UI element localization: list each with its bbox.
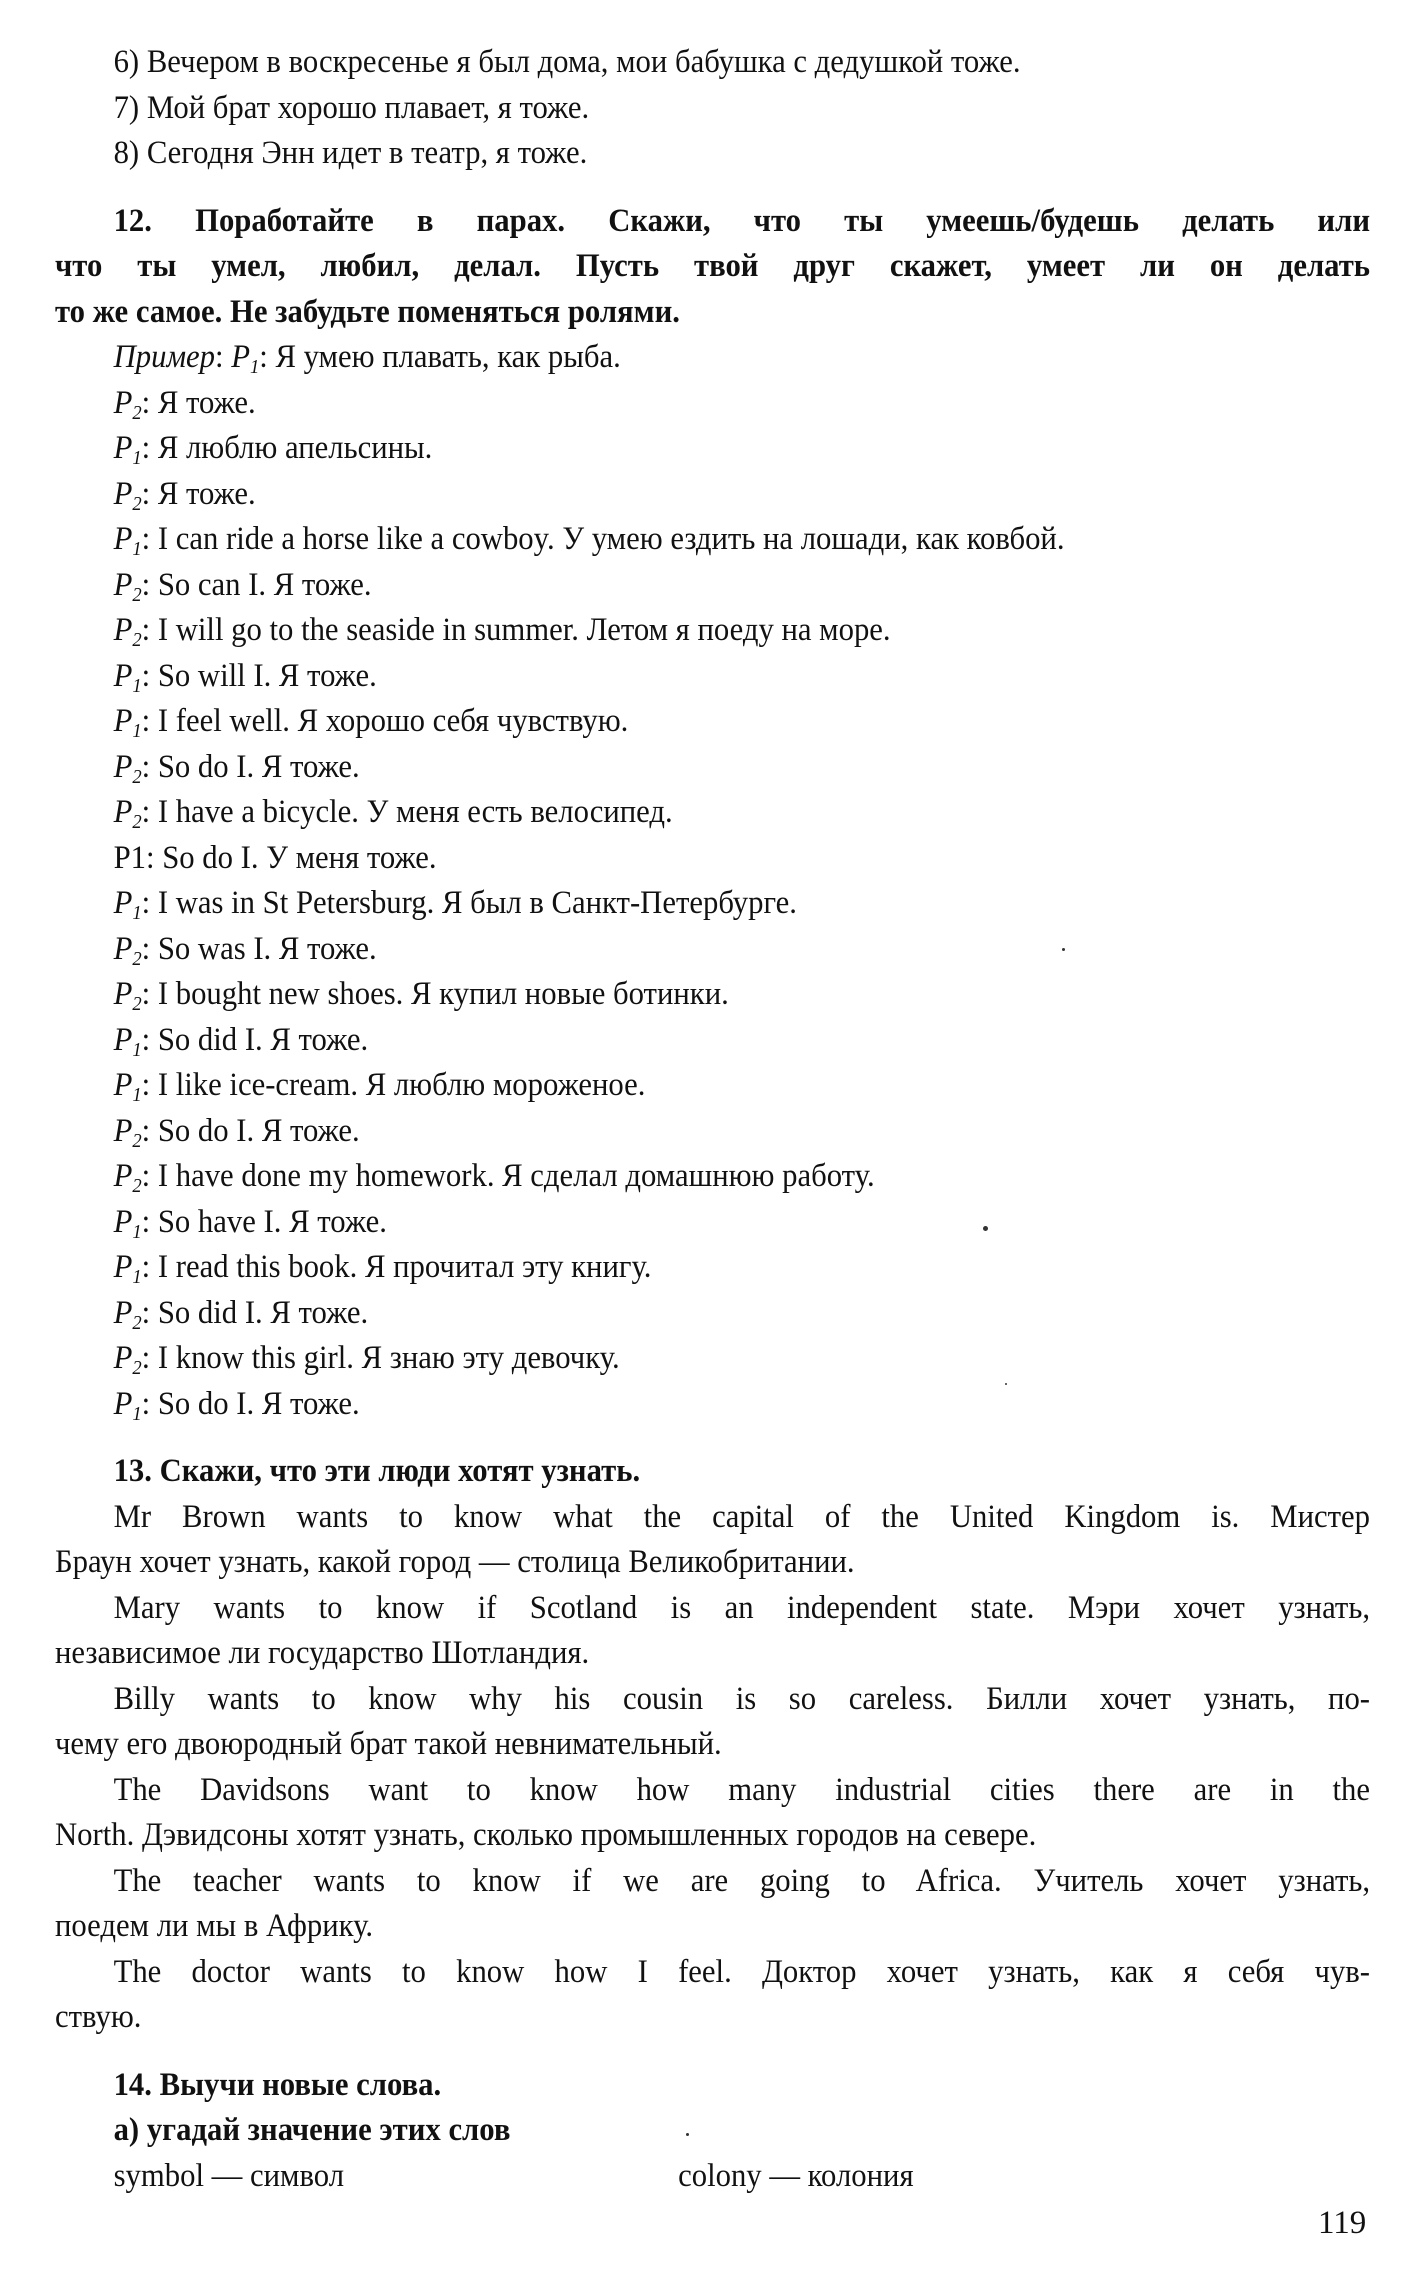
dialogue-line [55, 881, 1370, 927]
speaker-label: $P_2$ [113, 930, 142, 970]
dialogue-text: : So do I. Я тоже. [141, 748, 360, 785]
speaker-label: $P_2$ [113, 794, 142, 833]
dialogue-text: : So do I. Я тоже. [141, 1385, 360, 1422]
speaker-label: $P_1$ [113, 521, 142, 560]
dialogue-text: : I can ride a horse like a cowboy. У умею ездить на лошади, как ковбой. [141, 521, 1065, 557]
dialogue-line [55, 790, 1370, 836]
speaker-label: $P_1$ [113, 430, 142, 469]
dialogue-text: : So can I. Я тоже. [141, 566, 372, 603]
dialogue-line [55, 699, 1370, 745]
speaker-label: $P_1$ [113, 703, 142, 742]
scan-speck [686, 2133, 689, 2136]
dialogue-line [55, 745, 1370, 791]
item-6: 6) Вечером в воскресенье я был дома, мои бабушка с дедушкой тоже. [113, 44, 1021, 80]
dialogue-line [55, 1200, 1370, 1246]
dialogue-line [55, 472, 1370, 518]
dialogue-text: : I bought new shoes. Я купил новые ботинки. [141, 976, 729, 1012]
exercise-12-heading-line-1: 12. Поработайте в парах. Скажи, что ты умеешь/будешь делать или [113, 202, 1371, 239]
speaker-label: $P_2$ [113, 384, 142, 424]
dialogue-line [55, 927, 1370, 973]
dialogue-text: : So was I. Я тоже. [141, 930, 377, 967]
dialogue-line [55, 1063, 1370, 1109]
dialogue-text: : I like ice-cream. Я люблю мороженое. [141, 1067, 646, 1103]
dialogue-line: Пример: $P_1$: Я умею плавать, как рыба. [113, 339, 621, 378]
paragraph: Mary wants to know if Scotland is an independent state. Мэри хочет узнать, независимое ли государство Шотландия. [55, 1589, 1371, 1671]
dialogue-text: : I know this girl. Я знаю эту девочку. [141, 1340, 620, 1376]
dialogue-text: : I read this book. Я прочитал эту книгу. [141, 1249, 652, 1285]
dialogue-text: : So have I. Я тоже. [141, 1203, 387, 1240]
speaker-label: $P_1$ [113, 1203, 142, 1243]
dialogue-text: : Я тоже. [141, 475, 256, 512]
example-label: Пример [113, 339, 216, 375]
dialogue-text: : So do I. Я тоже. [141, 1112, 360, 1149]
dialogue-text: : I have done my homework. Я сделал домашнюю работу. [141, 1158, 875, 1194]
dialogue-line [55, 1109, 1370, 1155]
speaker-label: $P_2$ [113, 1158, 142, 1197]
dialogue-text: : Я люблю апельсины. [141, 430, 433, 466]
dialogue-text: : I have a bicycle. У меня есть велосипед. [141, 794, 673, 830]
page-number: 119 [1318, 2205, 1367, 2241]
dialogue-text: : So do I. У меня тоже. [146, 839, 437, 876]
vocab-item-symbol: symbol — символ [113, 2157, 345, 2194]
exercise-13-paragraphs [55, 1495, 1370, 2041]
paragraph: The Davidsons want to know how many industrial cities there are in the North. Дэвидсоны хотят узнать, сколько промышленных городов на севере. [55, 1771, 1371, 1853]
vocab-row [55, 2154, 1370, 2200]
dialogue-line [55, 517, 1370, 563]
dialogue-line [55, 972, 1370, 1018]
dialogue-text: : Я тоже. [141, 384, 256, 421]
vocab-item-colony: colony — колония [678, 2157, 914, 2194]
dialogue-line [55, 654, 1370, 700]
speaker-label: $P_1$ [113, 1385, 142, 1425]
speaker-label: $P_1$ [113, 657, 142, 697]
textbook-page [55, 40, 1370, 2199]
speaker-label: $P_2$ [113, 612, 142, 651]
item-7: 7) Мой брат хорошо плавает, я тоже. [113, 89, 590, 126]
scan-speck [1062, 948, 1065, 951]
exercise-13 [55, 1449, 1370, 2041]
dialogue-line [55, 1336, 1370, 1382]
speaker-label: $P_2$ [113, 748, 142, 788]
exercise-14 [55, 2063, 1370, 2200]
item-8: 8) Сегодня Энн идет в театр, я тоже. [113, 135, 588, 171]
speaker-label: $P_1$ [231, 339, 260, 378]
dialogue-line [55, 1245, 1370, 1291]
scan-speck [983, 1226, 988, 1231]
dialogue-line [55, 836, 1370, 882]
dialogue-line [55, 608, 1370, 654]
speaker-label: $P_2$ [113, 1294, 142, 1334]
paragraph: The teacher wants to know if we are going to Africa. Учитель хочет узнать, поедем ли мы в Африку. [55, 1862, 1371, 1944]
speaker-label: $P_2$ [113, 1112, 142, 1152]
speaker-label: $P_1$ [113, 1249, 142, 1288]
speaker-label: $P_2$ [113, 475, 142, 515]
dialogue-line [55, 563, 1370, 609]
paragraph: The doctor wants to know how I feel. Доктор хочет узнать, как я себя чув- ствую. [55, 1953, 1371, 2035]
dialogue-text: : I was in St Petersburg. Я был в Санкт-Петербурге. [141, 885, 797, 921]
exercise-14-heading: 14. Выучи новые слова. [113, 2066, 442, 2103]
dialogue-text: : So will I. Я тоже. [141, 657, 377, 694]
speaker-label: $P_2$ [113, 566, 142, 606]
speaker-label: $P_1$ [113, 1067, 142, 1106]
previous-exercise-items [55, 40, 1370, 177]
speaker-label: P1 [113, 839, 147, 876]
speaker-label: $P_2$ [113, 976, 142, 1015]
scan-speck [1005, 1383, 1007, 1385]
exercise-12 [55, 199, 1370, 1428]
exercise-14-subheading: а) угадай значение этих слов [113, 2112, 511, 2148]
dialogue-text: : I will go to the seaside in summer. Летом я поеду на море. [141, 612, 891, 648]
dialogue-line [55, 1154, 1370, 1200]
paragraph: Mr Brown wants to know what the capital of the United Kingdom is. Мистер Браун хочет узнать, какой город — столица Великобритании. [55, 1498, 1371, 1580]
dialogue-text: : Я умею плавать, как рыба. [259, 339, 621, 375]
dialogue-text: : I feel well. Я хорошо себя чувствую. [141, 703, 629, 739]
speaker-label: $P_1$ [113, 1021, 142, 1061]
dialogue-line [55, 1291, 1370, 1337]
exercise-12-heading-line-3: то же самое. Не забудьте поменяться ролями. [55, 293, 680, 330]
exercise-12-heading-line-2: что ты умел, любил, делал. Пусть твой друг скажет, умеет ли он делать [55, 248, 1371, 284]
speaker-label: $P_2$ [113, 1340, 142, 1379]
paragraph: Billy wants to know why his cousin is so careless. Билли хочет узнать, по- чему его двоюродный брат такой невнимательный. [55, 1680, 1371, 1762]
dialogue-line [55, 1018, 1370, 1064]
speaker-label: $P_1$ [113, 885, 142, 924]
dialogue-text: : So did I. Я тоже. [141, 1294, 369, 1331]
dialogue-line [55, 426, 1370, 472]
dialogue-text: : So did I. Я тоже. [141, 1021, 369, 1058]
dialogue-line [55, 381, 1370, 427]
dialogue-line [55, 1382, 1370, 1428]
exercise-13-heading: 13. Скажи, что эти люди хотят узнать. [113, 1453, 641, 1489]
dialogue-list [55, 335, 1370, 1427]
